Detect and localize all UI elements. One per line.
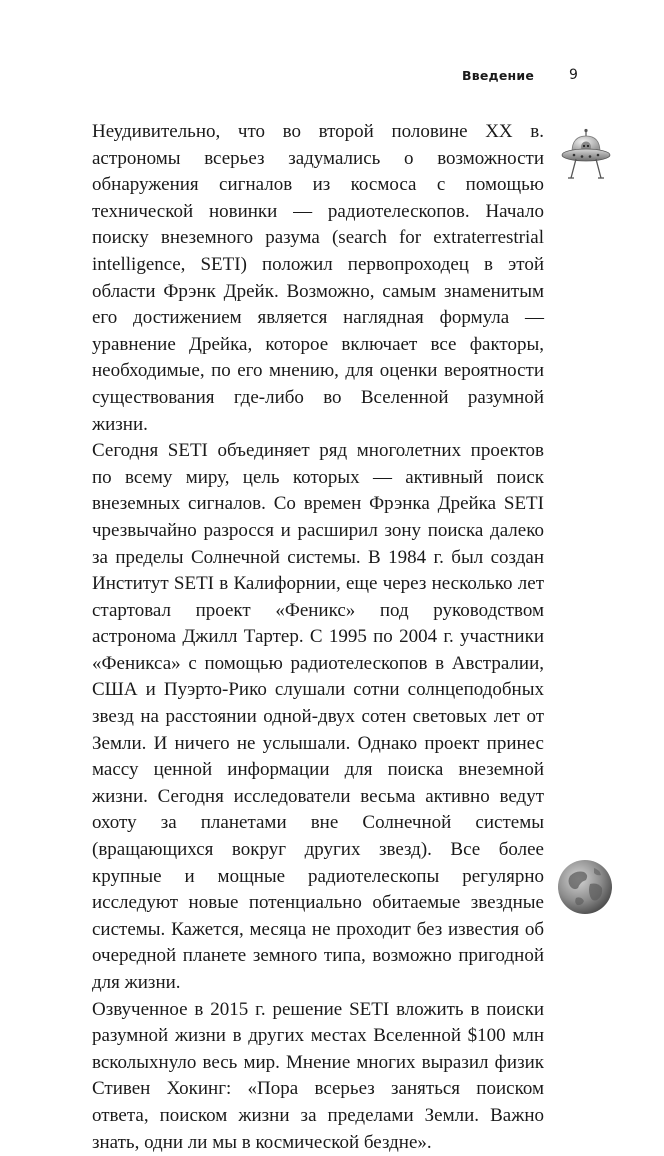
body-text (92, 119, 544, 1156)
ufo-icon (560, 128, 612, 184)
running-head (0, 68, 664, 88)
globe-icon (556, 858, 614, 916)
page-number: 9 (569, 67, 578, 83)
section-title: Введение (462, 68, 534, 83)
paragraph: Неудивительно, что во второй половине XX в. астрономы всерьез задумались о возможности обнаружения сигналов из космоса с помощью технической новинки — радиотелескопов. Начало поиску внеземного разума (search for extraterrestrial intelligence, SETI) положил первопроходец в этой области Фрэнк Дрейк. Возможно, самым знаменитым его достижением является наглядная формула — уравнение Дрейка, которое включает все факторы, необходимые, по его мнению, для оценки вероятности существования где-либо во Вселенной разумной жизни. (92, 121, 544, 435)
paragraph: Сегодня SETI объединяет ряд многолетних проектов по всему миру, цель которых — активный поиск внеземных сигналов. Со времен Фрэнка Дрейка SETI чрезвычайно разросся и расширил зону поиска далеко за пределы Солнечной системы. В 1984 г. был создан Институт SETI в Калифорнии, еще через несколько лет стартовал проект «Феникс» под руководством астронома Джилл Тартер. С 1995 по 2004 г. участники «Феникса» с помощью радиотелескопов в Австралии, США и Пуэрто-Рико слушали сотни солнцеподобных звезд на расстоянии одной-двух сотен световых лет от Земли. И ничего не услышали. Однако проект принес массу ценной информации для поиска внеземной жизни. Сегодня исследователи весьма активно ведут охоту за планетами вне Солнечной системы (вращающихся вокруг других звезд). Все более крупные и мощные радиотелескопы регулярно исследуют новые потенциально обитаемые звездные системы. Кажется, месяца не проходит без известия об очередной планете земного типа, возможно пригодной для жизни. (92, 440, 544, 993)
paragraph: Озвученное в 2015 г. решение SETI вложить в поиски разумной жизни в других местах Вселенной $100 млн всколыхнуло весь мир. Мнение многих выразил физик Стивен Хокинг: «Пора всерьез заняться поиском ответа, поиском жизни за пределами Земли. Важно знать, одни ли мы в космической бездне». (92, 998, 544, 1153)
